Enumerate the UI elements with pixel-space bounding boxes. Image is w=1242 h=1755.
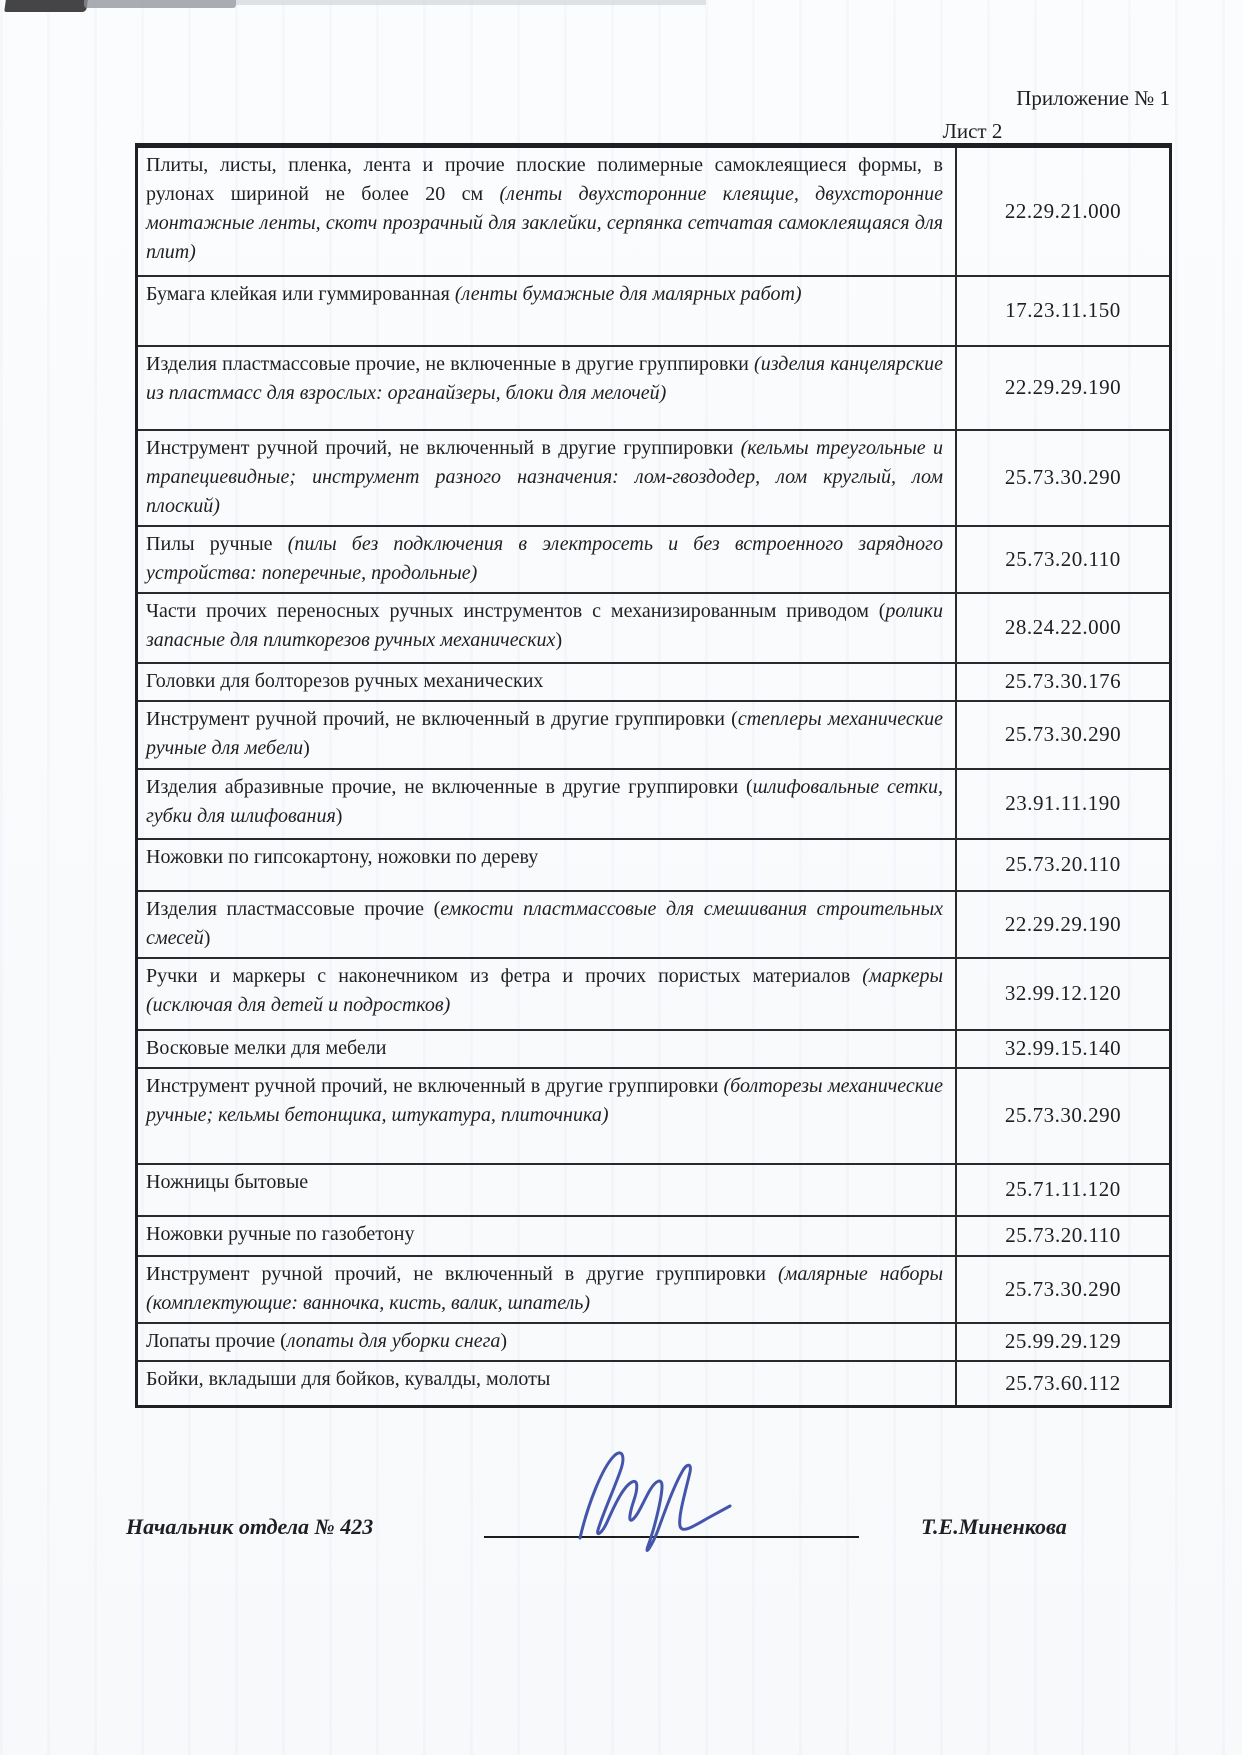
- description-text: Бумага клейкая или гуммированная: [146, 282, 455, 305]
- description-clarification-text: (кельмы треугольные и трапециевидные; инструмент разного назначения: лом-гвоздодер, лом круглый, лом плоский): [146, 436, 943, 517]
- description-text: Инструмент ручной прочий, не включенный в другие группировки (: [146, 707, 738, 730]
- signer-name: Т.Е.Миненкова: [921, 1514, 1067, 1539]
- table-row: [137, 146, 1171, 276]
- table-row: [137, 1164, 1171, 1216]
- table-row: [137, 346, 1171, 430]
- product-description-cell: [137, 769, 957, 839]
- okpd2-code-cell: 32.99.15.140: [956, 1030, 1171, 1068]
- sheet-label: Лист 2: [942, 118, 1003, 143]
- description-clarification-text: (изделия канцелярские из пластмасс для взрослых: органайзеры, блоки для мелочей): [146, 352, 943, 404]
- product-description-cell: [137, 663, 957, 701]
- description-clarification-text: (болторезы механические ручные; кельмы бетонщика, штукатура, плиточника): [146, 1074, 943, 1126]
- description-text: Восковые мелки для мебели: [146, 1036, 387, 1059]
- product-description-cell: [137, 1164, 957, 1216]
- signature-line: [484, 1536, 859, 1538]
- okpd2-code-cell: 25.73.30.176: [956, 663, 1171, 701]
- product-description-cell: [137, 891, 957, 958]
- description-text: Ручки и маркеры с наконечником из фетра и прочих пористых материалов: [146, 964, 863, 987]
- signature-block: [126, 1448, 1126, 1568]
- table-row: [137, 1323, 1171, 1361]
- table-row: [137, 1068, 1171, 1164]
- product-description-cell: [137, 1323, 957, 1361]
- description-clarification-text: емкости пластмассовые для смешивания строительных смесей: [146, 897, 943, 949]
- classification-table-body: [137, 146, 1171, 1407]
- okpd2-code-cell: 25.73.30.290: [956, 430, 1171, 526]
- description-clarification-text: (малярные наборы (комплектующие: ванночка, кисть, валик, шпатель): [146, 1262, 944, 1314]
- description-text: Пилы ручные: [146, 532, 288, 555]
- handwritten-signature-icon: [562, 1442, 782, 1552]
- table-row: [137, 958, 1171, 1030]
- table-row: [137, 839, 1171, 891]
- description-text: ): [555, 628, 563, 651]
- okpd2-code-cell: 25.99.29.129: [956, 1323, 1171, 1361]
- okpd2-code-cell: 25.73.30.290: [956, 701, 1171, 769]
- product-description-cell: [137, 526, 957, 593]
- description-text: Ножницы бытовые: [146, 1170, 309, 1193]
- scan-artifact: [84, 0, 236, 8]
- table-row: [137, 1256, 1171, 1323]
- product-description-cell: [137, 1216, 957, 1256]
- description-text: Инструмент ручной прочий, не включенный в другие группировки: [146, 1074, 724, 1097]
- okpd2-code-cell: 28.24.22.000: [956, 593, 1171, 663]
- description-text: ): [303, 736, 310, 759]
- description-text: Головки для болторезов ручных механических: [146, 669, 544, 692]
- product-description-cell: [137, 1068, 957, 1164]
- okpd2-code-cell: 22.29.29.190: [956, 891, 1171, 958]
- table-row: [137, 663, 1171, 701]
- description-clarification-text: степлеры механические ручные для мебели: [146, 707, 944, 759]
- table-row: [137, 276, 1171, 346]
- okpd2-code-cell: 25.73.30.290: [956, 1068, 1171, 1164]
- description-clarification-text: шлифовальные сетки, губки для шлифования: [146, 775, 943, 827]
- document-header: [870, 82, 1170, 147]
- scan-artifact: [4, 0, 88, 12]
- product-description-cell: [137, 430, 957, 526]
- table-row: [137, 1216, 1171, 1256]
- description-text: Инструмент ручной прочий, не включенный в другие группировки: [146, 1262, 778, 1285]
- product-description-cell: [137, 1256, 957, 1323]
- okpd2-code-cell: 25.73.20.110: [956, 839, 1171, 891]
- product-description-cell: [137, 839, 957, 891]
- table-row: [137, 701, 1171, 769]
- description-clarification-text: (пилы без подключения в электросеть и без встроенного зарядного устройства: поперечные, продольные): [146, 532, 943, 584]
- product-description-cell: [137, 958, 957, 1030]
- okpd2-code-cell: 25.73.30.290: [956, 1256, 1171, 1323]
- okpd2-code-cell: 25.71.11.120: [956, 1164, 1171, 1216]
- scan-artifact: [236, 0, 706, 5]
- okpd2-code-cell: 22.29.29.190: [956, 346, 1171, 430]
- description-text: Изделия пластмассовые прочие, не включенные в другие группировки: [146, 352, 755, 375]
- product-description-cell: [137, 146, 957, 276]
- okpd2-code-cell: 32.99.12.120: [956, 958, 1171, 1030]
- okpd2-code-cell: 25.73.20.110: [956, 1216, 1171, 1256]
- table-row: [137, 593, 1171, 663]
- table-row: [137, 891, 1171, 958]
- description-clarification-text: (маркеры (исключая для детей и подростков): [146, 964, 943, 1016]
- description-text: ): [500, 1329, 508, 1352]
- description-clarification-text: (ленты бумажные для малярных работ): [454, 282, 802, 305]
- description-text: Инструмент ручной прочий, не включенный в другие группировки: [146, 436, 741, 459]
- description-text: Части прочих переносных ручных инструментов с механизированным приводом (: [146, 599, 886, 622]
- description-text: Изделия абразивные прочие, не включенные в другие группировки (: [146, 775, 753, 798]
- product-description-cell: [137, 1030, 957, 1068]
- okpd2-code-cell: 17.23.11.150: [956, 276, 1171, 346]
- okpd2-code-cell: 25.73.20.110: [956, 526, 1171, 593]
- description-text: Изделия пластмассовые прочие (: [146, 897, 441, 920]
- table-row: [137, 430, 1171, 526]
- description-clarification-text: (ленты двухсторонние клеящие, двухсторонние монтажные ленты, скотч прозрачный для заклейки, серпянка сетчатая самоклеящаяся для плит): [146, 183, 944, 263]
- table-row: [137, 769, 1171, 839]
- product-description-cell: [137, 701, 957, 769]
- product-description-cell: [137, 593, 957, 663]
- signer-position-label: Начальник отдела № 423: [126, 1514, 374, 1539]
- description-text: Лопаты прочие (: [146, 1329, 287, 1352]
- table-row: [137, 1030, 1171, 1068]
- description-text: ): [335, 804, 343, 827]
- classification-table: [135, 143, 1172, 1408]
- product-description-cell: [137, 1361, 957, 1407]
- description-text: ): [203, 926, 211, 949]
- description-text: Плиты, листы, пленка, лента и прочие плоские полимерные самоклеящиеся формы, в рулонах шириной не более 20 см: [146, 154, 943, 205]
- description-clarification-text: ролики запасные для плиткорезов ручных механических: [146, 599, 943, 651]
- description-text: Ножовки по гипсокартону, ножовки по дереву: [146, 845, 539, 868]
- okpd2-code-cell: 25.73.60.112: [956, 1361, 1171, 1407]
- description-clarification-text: лопаты для уборки снега: [286, 1329, 501, 1352]
- appendix-label: Приложение № 1: [1016, 86, 1170, 110]
- product-description-cell: [137, 346, 957, 430]
- description-text: Ножовки ручные по газобетону: [146, 1222, 415, 1245]
- description-text: Бойки, вкладыши для бойков, кувалды, молоты: [146, 1367, 551, 1390]
- okpd2-code-cell: 23.91.11.190: [956, 769, 1171, 839]
- table-row: [137, 1361, 1171, 1407]
- table-row: [137, 526, 1171, 593]
- product-description-cell: [137, 276, 957, 346]
- okpd2-code-cell: 22.29.21.000: [956, 146, 1171, 276]
